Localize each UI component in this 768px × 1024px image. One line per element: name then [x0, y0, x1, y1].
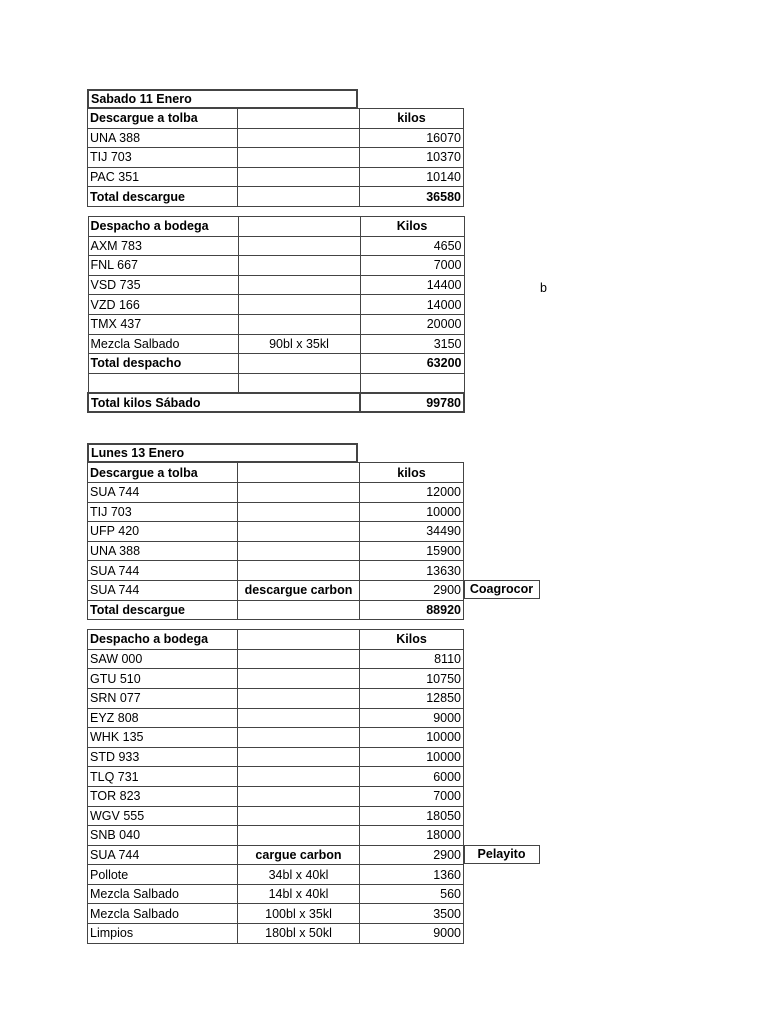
row-note	[238, 295, 360, 315]
row-note	[238, 786, 360, 806]
row-kilos: 10000	[360, 728, 464, 748]
row-label: SUA 744	[88, 580, 238, 600]
row-note	[238, 236, 360, 256]
row-note: 34bl x 40kl	[238, 865, 360, 885]
unit-header: Kilos	[360, 216, 464, 236]
row-kilos: 2900	[360, 580, 464, 600]
table-row	[88, 747, 465, 767]
table-row	[88, 148, 464, 168]
row-label: UNA 388	[88, 541, 238, 561]
row-label: VZD 166	[88, 295, 238, 315]
row-note: cargue carbon	[238, 845, 360, 865]
sabado-descargue-rows	[88, 128, 464, 187]
row-kilos: 16070	[360, 128, 464, 148]
row-note	[238, 314, 360, 334]
table-row	[88, 688, 465, 708]
row-kilos: 18000	[360, 826, 464, 846]
side-note-cell: Pelayito	[464, 845, 540, 864]
grand-total-row	[88, 393, 464, 413]
total-label: Total despacho	[88, 354, 238, 374]
table-header-row	[88, 109, 464, 129]
sabado-despacho-table	[87, 216, 465, 413]
row-label: UNA 388	[88, 128, 238, 148]
row-label: TOR 823	[88, 786, 238, 806]
row-note	[238, 669, 360, 689]
section-header: Descargue a tolba	[88, 463, 238, 483]
row-label: FNL 667	[88, 256, 238, 276]
unit-header: Kilos	[360, 630, 464, 650]
day-title-lunes: Lunes 13 Enero	[87, 443, 358, 462]
row-label: AXM 783	[88, 236, 238, 256]
total-label: Total descargue	[88, 600, 238, 620]
row-note	[238, 522, 360, 542]
grand-total-label: Total kilos Sábado	[88, 393, 238, 413]
lunes-despacho-rows	[88, 649, 526, 943]
table-row	[88, 580, 465, 600]
row-kilos: 20000	[360, 314, 464, 334]
row-note	[238, 728, 360, 748]
empty-row	[88, 373, 464, 393]
row-kilos: 10750	[360, 669, 464, 689]
unit-header: kilos	[360, 109, 464, 129]
table-row	[88, 767, 465, 787]
row-note	[238, 649, 360, 669]
table-row	[88, 275, 464, 295]
total-row	[88, 354, 464, 374]
table-row	[88, 708, 465, 728]
row-kilos: 18050	[360, 806, 464, 826]
row-kilos: 6000	[360, 767, 464, 787]
table-row	[88, 236, 464, 256]
table-row	[88, 561, 465, 581]
row-kilos: 10000	[360, 502, 464, 522]
row-label: TIJ 703	[88, 148, 238, 168]
table-row	[88, 167, 464, 187]
row-note	[238, 128, 360, 148]
row-kilos: 12850	[360, 688, 464, 708]
row-label: Mezcla Salbado	[88, 884, 238, 904]
row-kilos: 1360	[360, 865, 464, 885]
table-row	[88, 884, 465, 904]
row-label: WHK 135	[88, 728, 238, 748]
row-label: SAW 000	[88, 649, 238, 669]
row-kilos: 3500	[360, 904, 464, 924]
table-row	[88, 845, 465, 865]
section-header: Despacho a bodega	[88, 216, 238, 236]
row-kilos: 4650	[360, 236, 464, 256]
row-kilos: 12000	[360, 483, 464, 503]
row-kilos: 10000	[360, 747, 464, 767]
row-label: SNB 040	[88, 826, 238, 846]
row-note: 180bl x 50kl	[238, 924, 360, 944]
grand-total-value: 99780	[360, 393, 464, 413]
row-note	[238, 483, 360, 503]
table-row	[88, 806, 465, 826]
row-note	[238, 747, 360, 767]
table-row	[88, 334, 464, 354]
row-kilos: 7000	[360, 786, 464, 806]
row-label: VSD 735	[88, 275, 238, 295]
row-kilos: 8110	[360, 649, 464, 669]
day-title-sabado: Sabado 11 Enero	[87, 89, 358, 108]
sabado-descargue-table	[87, 108, 464, 207]
row-label: SUA 744	[88, 483, 238, 503]
total-label: Total descargue	[88, 187, 238, 207]
row-note	[238, 561, 360, 581]
sabado-despacho-rows	[88, 236, 464, 354]
row-label: WGV 555	[88, 806, 238, 826]
row-note	[238, 167, 360, 187]
section-header: Despacho a bodega	[88, 630, 238, 650]
lunes-descargue-rows	[88, 483, 534, 601]
row-kilos: 14000	[360, 295, 464, 315]
table-row	[88, 128, 464, 148]
table-row	[88, 669, 465, 689]
row-note	[238, 148, 360, 168]
table-row	[88, 502, 465, 522]
row-label: SRN 077	[88, 688, 238, 708]
row-kilos: 3150	[360, 334, 464, 354]
row-note	[238, 541, 360, 561]
row-label: PAC 351	[88, 167, 238, 187]
row-note	[238, 502, 360, 522]
table-row	[88, 728, 465, 748]
side-note-cell: Coagrocor	[464, 580, 540, 599]
row-label: TMX 437	[88, 314, 238, 334]
table-row	[88, 483, 465, 503]
stray-cell-text: b	[540, 281, 547, 295]
section-header: Descargue a tolba	[88, 109, 238, 129]
table-header-row	[88, 216, 464, 236]
unit-header: kilos	[360, 463, 464, 483]
row-note: 90bl x 35kl	[238, 334, 360, 354]
lunes-descargue-table	[87, 462, 534, 620]
table-row	[88, 904, 465, 924]
row-kilos: 13630	[360, 561, 464, 581]
table-header-row	[88, 630, 465, 650]
table-row	[88, 826, 465, 846]
table-row	[88, 924, 465, 944]
row-label: SUA 744	[88, 561, 238, 581]
row-kilos: 10370	[360, 148, 464, 168]
row-kilos: 2900	[360, 845, 464, 865]
row-note: 14bl x 40kl	[238, 884, 360, 904]
row-note	[238, 767, 360, 787]
lunes-despacho-table	[87, 629, 526, 944]
table-row	[88, 256, 464, 276]
table-row	[88, 865, 465, 885]
total-value: 88920	[360, 600, 464, 620]
row-note: descargue carbon	[238, 580, 360, 600]
row-label: Mezcla Salbado	[88, 904, 238, 924]
total-value: 36580	[360, 187, 464, 207]
total-value: 63200	[360, 354, 464, 374]
row-label: TLQ 731	[88, 767, 238, 787]
row-kilos: 10140	[360, 167, 464, 187]
total-row	[88, 600, 465, 620]
row-note	[238, 826, 360, 846]
row-kilos: 14400	[360, 275, 464, 295]
row-kilos: 560	[360, 884, 464, 904]
row-label: UFP 420	[88, 522, 238, 542]
row-label: Limpios	[88, 924, 238, 944]
spreadsheet	[87, 89, 534, 944]
row-label: Pollote	[88, 865, 238, 885]
total-row	[88, 187, 464, 207]
row-label: EYZ 808	[88, 708, 238, 728]
row-label: SUA 744	[88, 845, 238, 865]
table-row	[88, 786, 465, 806]
row-kilos: 9000	[360, 924, 464, 944]
table-header-row	[88, 463, 465, 483]
row-kilos: 34490	[360, 522, 464, 542]
row-note	[238, 806, 360, 826]
table-row	[88, 541, 465, 561]
row-label: Mezcla Salbado	[88, 334, 238, 354]
row-label: STD 933	[88, 747, 238, 767]
row-note	[238, 708, 360, 728]
row-kilos: 9000	[360, 708, 464, 728]
row-kilos: 7000	[360, 256, 464, 276]
row-note	[238, 275, 360, 295]
table-row	[88, 295, 464, 315]
row-label: TIJ 703	[88, 502, 238, 522]
table-row	[88, 522, 465, 542]
table-row	[88, 649, 465, 669]
row-note	[238, 256, 360, 276]
row-note: 100bl x 35kl	[238, 904, 360, 924]
row-kilos: 15900	[360, 541, 464, 561]
row-label: GTU 510	[88, 669, 238, 689]
row-note	[238, 688, 360, 708]
table-row	[88, 314, 464, 334]
